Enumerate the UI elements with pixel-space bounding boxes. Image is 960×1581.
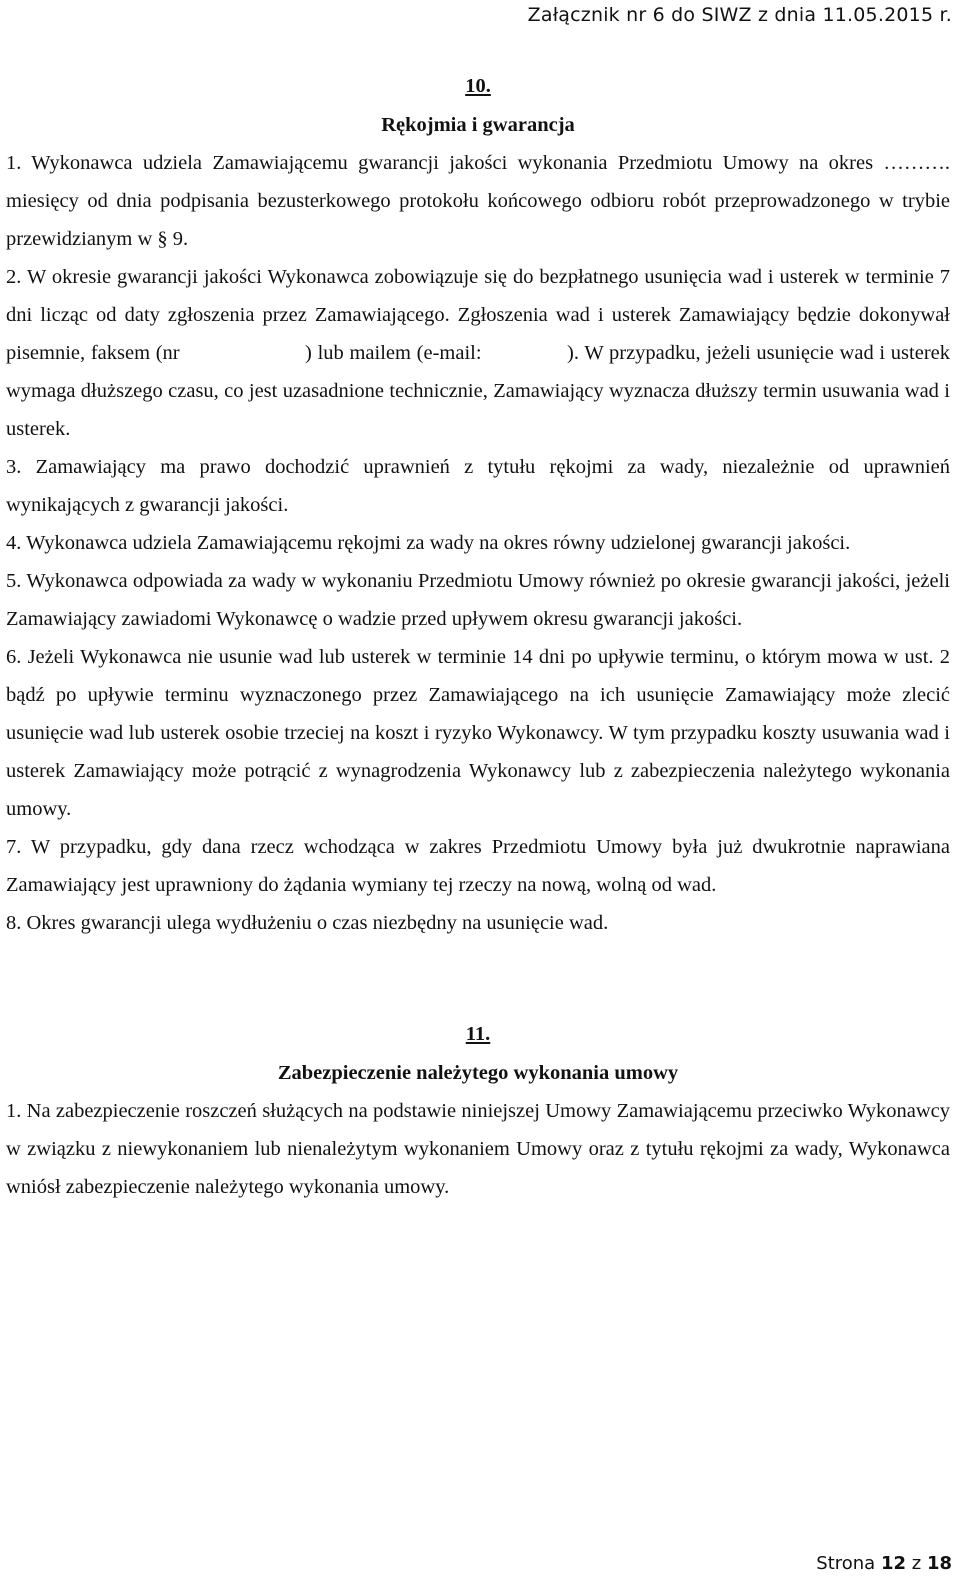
section-10-title: Rękojmia i gwarancja bbox=[381, 114, 575, 136]
s10-paragraph-5: 5. Wykonawca odpowiada za wady w wykonaniu Przedmiotu Umowy również po okresie gwarancji jakości, jeżeli Zamawiający zawiadomi Wykonawcę o wadzie przed upływem okresu gwarancji jakości. bbox=[6, 570, 950, 630]
s10-paragraph-3: 3. Zamawiający ma prawo dochodzić uprawnień z tytułu rękojmi za wady, niezależnie od uprawnień wynikających z gwarancji jakości. bbox=[6, 456, 950, 516]
document-body bbox=[6, 66, 956, 1206]
section-11-title: Zabezpieczenie należytego wykonania umowy bbox=[277, 1062, 679, 1084]
s10-paragraph-1: 1. Wykonawca udziela Zamawiającemu gwarancji jakości wykonania Przedmiotu Umowy na okres ………. miesięcy od dnia podpisania bezusterkowego protokołu końcowego odbioru robót przeprowadzonego w trybie przewidzianym w § 9. bbox=[6, 152, 956, 250]
page-footer bbox=[816, 1553, 952, 1574]
page-total: 18 bbox=[926, 1553, 952, 1574]
page-label: Strona bbox=[816, 1553, 876, 1574]
s10-paragraph-2: 2. W okresie gwarancji jakości Wykonawca zobowiązuje się do bezpłatnego usunięcia wad i usterek w terminie 7 dni licząc od daty zgłoszenia przez Zamawiającego. Zgłoszenia wad i usterek Zamawiający będzie dokonywał pisemnie, faksem (nr ) lub mailem (e-mail: ). W przypadku, jeżeli usunięcie wad i usterek wymaga dłuższego czasu, co jest uzasadnione technicznie, Zamawiający wyznacza dłuższy termin usuwania wad i usterek. bbox=[6, 266, 956, 440]
page-separator: z bbox=[911, 1553, 922, 1574]
s10-paragraph-8: 8. Okres gwarancji ulega wydłużeniu o czas niezbędny na usunięcie wad. bbox=[6, 912, 609, 934]
section-10-number: 10. bbox=[465, 75, 491, 97]
s10-paragraph-7: 7. W przypadku, gdy dana rzecz wchodząca w zakres Przedmiotu Umowy była już dwukrotnie naprawiana Zamawiający jest uprawniony do żądania wymiany tej rzeczy na nową, wolną od wad. bbox=[6, 836, 950, 896]
s11-paragraph-1: 1. Na zabezpieczenie roszczeń służących na podstawie niniejszej Umowy Zamawiającemu przeciwko Wykonawcy w związku z niewykonaniem lub nienależytym wykonaniem Umowy oraz z tytułu rękojmi za wady, Wykonawca wniósł zabezpieczenie należytego wykonania umowy. bbox=[6, 1100, 950, 1198]
page-current: 12 bbox=[880, 1553, 907, 1574]
s10-paragraph-6: 6. Jeżeli Wykonawca nie usunie wad lub usterek w terminie 14 dni po upływie terminu, o którym mowa w ust. 2 bądź po upływie terminu wyznaczonego przez Zamawiającego na ich usunięcie Zamawiający może zlecić usunięcie wad lub usterek osobie trzeciej na koszt i ryzyko Wykonawcy. W tym przypadku koszty usuwania wad i usterek Zamawiający może potrącić z wynagrodzenia Wykonawcy lub z zabezpieczenia należytego wykonania umowy. bbox=[6, 646, 950, 820]
s10-paragraph-4: 4. Wykonawca udziela Zamawiającemu rękojmi za wady na okres równy udzielonej gwarancji jakości. bbox=[6, 532, 851, 554]
section-11-number: 11. bbox=[465, 1023, 491, 1045]
page-header: Załącznik nr 6 do SIWZ z dnia 11.05.2015 r. bbox=[527, 4, 952, 26]
